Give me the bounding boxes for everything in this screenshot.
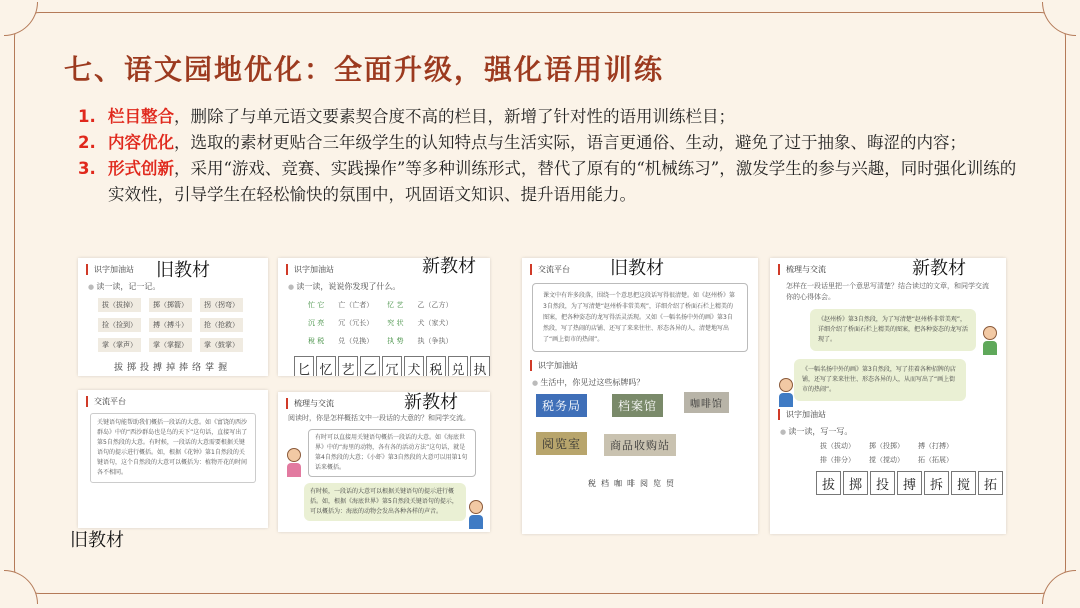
new-textbook-label: 新教材 (912, 258, 966, 279)
sign-board: 档案馆 (612, 394, 663, 417)
word-row (820, 441, 1006, 451)
word: 搏（打搏） (918, 442, 953, 450)
char-box: 拆 (924, 471, 949, 495)
char-box: 拔 (816, 471, 841, 495)
char-pair: 犬（家犬） (417, 319, 453, 327)
char-box: 艺 (338, 356, 358, 376)
word-chip: 捡（捡到） (98, 318, 141, 332)
char-pair: 冗（冗长） (338, 319, 374, 327)
word-chip: 搏（搏斗） (149, 318, 192, 332)
char-pair: 执（争执） (417, 337, 453, 345)
word: 拔（拔动） (820, 442, 855, 450)
exchange-text: 课文中有许多段落，围绕一个意思把这段话写得很清楚。如《赵州桥》第3自然段，为了写清楚“赵州桥非常美观”，详细介绍了桥面石栏上精美的图案，把各种姿态的龙写得活灵活现。又如《一幅名扬中外的画》第3自然段，写了热闹的店铺、还写了来来往往、形态各异的人，清楚地写出了“画上街市的热闹”。 (532, 283, 748, 352)
point-key: 形式创新 (108, 159, 174, 178)
char-boxes (816, 471, 1006, 495)
char: 阅 (640, 479, 648, 488)
new-sorting-panel (278, 392, 490, 532)
char: 掉 (166, 363, 176, 373)
point-text (108, 130, 966, 156)
char: 捧 (179, 363, 189, 373)
point-key: 栏目整合 (108, 107, 174, 126)
sign-board: 商品收购站 (604, 434, 676, 456)
char: 档 (601, 479, 609, 488)
signs-area (522, 388, 758, 478)
word-chip: 掌（鼓掌） (200, 338, 243, 352)
char: 掌 (205, 363, 215, 373)
section-heading: 梳理与交流 (778, 264, 1006, 275)
word: 掷（投掷） (869, 442, 904, 450)
char-box: 掷 (843, 471, 868, 495)
char-pair: 执 势 (387, 337, 404, 345)
student-avatar (982, 326, 998, 354)
char-box: 投 (870, 471, 895, 495)
char: 掷 (127, 363, 137, 373)
char-box: 忆 (316, 356, 336, 376)
section-heading: 识字加油站 (86, 264, 268, 275)
sign-board: 咖啡馆 (684, 392, 729, 413)
word-chip: 掌（掌声） (98, 338, 141, 352)
section-instruction: ● 读一读，记一记。 (88, 281, 268, 292)
word: 拓（拓展） (918, 456, 953, 464)
section-instruction: ● 生活中，你见过这些标牌吗？ (532, 377, 758, 388)
section-heading: 识字加油站 (530, 360, 758, 371)
char-pair: 稅 税 (308, 337, 325, 345)
point-number: 1. (78, 107, 96, 126)
point-number: 3. (78, 159, 96, 178)
word: 排（排分） (820, 456, 855, 464)
speech-card: 《赵州桥》第3自然段，为了写清楚“赵州桥非常美观”，详细介绍了桥面石栏上精美的图案，把各种姿态的龙写活现了。 (810, 309, 976, 351)
char-box: 乙 (360, 356, 380, 376)
student-avatar (778, 378, 794, 406)
word-row (820, 455, 1006, 465)
char-pair: 忆 艺 (387, 301, 404, 309)
char-box: 匕 (294, 356, 314, 376)
word-chip: 掷（掷箭） (149, 298, 192, 312)
section-heading: 梳理与交流 (286, 398, 490, 409)
point-number: 2. (78, 133, 96, 152)
slide-title: 七、语文园地优化：全面升级，强化语用训练 (64, 53, 665, 86)
point-body: ，删除了与单元语文要素契合度不高的栏目，新增了针对性的语用训练栏目； (174, 107, 735, 126)
char-line (114, 360, 268, 373)
speech-bubble: 有时可以直接用关键语句概括一段话的大意。如《海底世界》中的“海里的动物，各有各的活动方法”这句话，就是第4自然段的大意；《小虾》第3自然段的大意可以用第1句话来概括。 (308, 429, 476, 477)
student-avatar (468, 500, 484, 528)
char-pair: 究 状 (387, 319, 404, 327)
char: 览 (653, 479, 661, 488)
word: 搅（搅动） (869, 456, 904, 464)
char: 投 (140, 363, 150, 373)
new-textbook-label: 新教材 (404, 392, 458, 413)
char-box: 兑 (448, 356, 468, 376)
char-pair: 亡（亡者） (338, 301, 374, 309)
sign-board: 税务局 (536, 394, 587, 417)
char-box: 犬 (404, 356, 424, 376)
old-exchange-panel (78, 390, 268, 528)
point-body: ，选取的素材更贴合三年级学生的认知特点与生活实际，语言更通俗、生动，避免了过于抽象、晦涩的内容； (174, 133, 966, 152)
old-textbook-label: 旧教材 (156, 260, 210, 281)
word-row (98, 318, 268, 332)
char-box: 拓 (978, 471, 1003, 495)
exchange-text: 关键语句能帮助我们概括一段话的大意。如《富饶的西沙群岛》中的“西沙群岛也是鸟的天下”这句话，直接写出了第5自然段的大意。有时候，一段话的大意需要根据关键语句的提示进行概括。如，根据《花钟》第1自然段的关键语句，这个自然段的大意可以概括为：植物开花的时间各不相同。 (90, 413, 256, 483)
char-pair: 乙（乙方） (417, 301, 453, 309)
pair-row (308, 336, 490, 346)
sign-board: 阅览室 (536, 432, 587, 455)
point-body: ，采用“游戏、竞赛、实践操作”等多种训练形式，替代了原有的“机械练习”，激发学生的参与兴趣，同时强化训练的实效性，引导学生在轻松愉快的氛围中，巩固语文知识、提升语用能力。 (108, 159, 1017, 204)
section-heading: 识字加油站 (286, 264, 490, 275)
point-item (78, 130, 1018, 156)
point-item (78, 156, 1018, 208)
char: 络 (192, 363, 202, 373)
char-pair: 沉 亮 (308, 319, 325, 327)
char: 咖 (614, 479, 622, 488)
section-instruction: ● 读一读，说说你发现了什么。 (288, 281, 490, 292)
section-heading: 识字加油站 (778, 409, 1006, 420)
char: 拔 (114, 363, 124, 373)
word-chip: 抢（抢救） (200, 318, 243, 332)
char: 搏 (153, 363, 163, 373)
char-box: 执 (470, 356, 490, 376)
point-text (108, 104, 735, 130)
old-textbook-label: 旧教材 (70, 530, 124, 551)
char: 握 (218, 363, 228, 373)
old-textbook-label: 旧教材 (610, 258, 664, 279)
section-heading: 交流平台 (530, 264, 758, 275)
new-textbook-label: 新教材 (422, 256, 476, 277)
pair-row (308, 318, 490, 328)
char-pair: 忙 它 (308, 301, 325, 309)
char-line (588, 478, 758, 489)
old-textbook-panel (522, 258, 758, 534)
pair-row (308, 300, 490, 310)
char-box: 搅 (951, 471, 976, 495)
point-key: 内容优化 (108, 133, 174, 152)
word-chip: 掌（掌握） (149, 338, 192, 352)
char: 啡 (627, 479, 635, 488)
new-textbook-panel (770, 258, 1006, 534)
char-pair: 兑（兑换） (338, 337, 374, 345)
word-chip: 拔（拔掉） (98, 298, 141, 312)
char: 贸 (666, 479, 674, 488)
char-box: 搏 (897, 471, 922, 495)
section-instruction: 怎样在一段话里把一个意思写清楚？结合读过的文章，和同学交流你的心得体会。 (786, 282, 989, 301)
char: 税 (588, 479, 596, 488)
point-item (78, 104, 1018, 130)
section-heading: 交流平台 (86, 396, 268, 407)
section-instruction: 阅读时，你是怎样概括文中一段话的大意的？和同学交流。 (288, 414, 470, 422)
speech-card: 有时候，一段话的大意可以根据关键语句的提示进行概括。如，根据《海底世界》第5自然段关键语句的提示，可以概括为：海底的动物会发出各种各样的声音。 (304, 483, 466, 521)
char-box: 冗 (382, 356, 402, 376)
char-box: 税 (426, 356, 446, 376)
word-row (98, 298, 268, 312)
points-list (78, 104, 1018, 208)
student-avatar (286, 448, 302, 476)
point-text (108, 156, 1018, 208)
word-chip: 拐（拐弯） (200, 298, 243, 312)
word-row (98, 338, 268, 352)
speech-card: 《一幅名扬中外的画》第3自然段，写了挂着各种招牌的店铺，还写了来来往往、形态各异的人，从而写出了“画上街市的热闹”。 (794, 359, 966, 401)
section-instruction: ● 读一读，写一写。 (780, 426, 1006, 437)
char-boxes (294, 356, 490, 376)
